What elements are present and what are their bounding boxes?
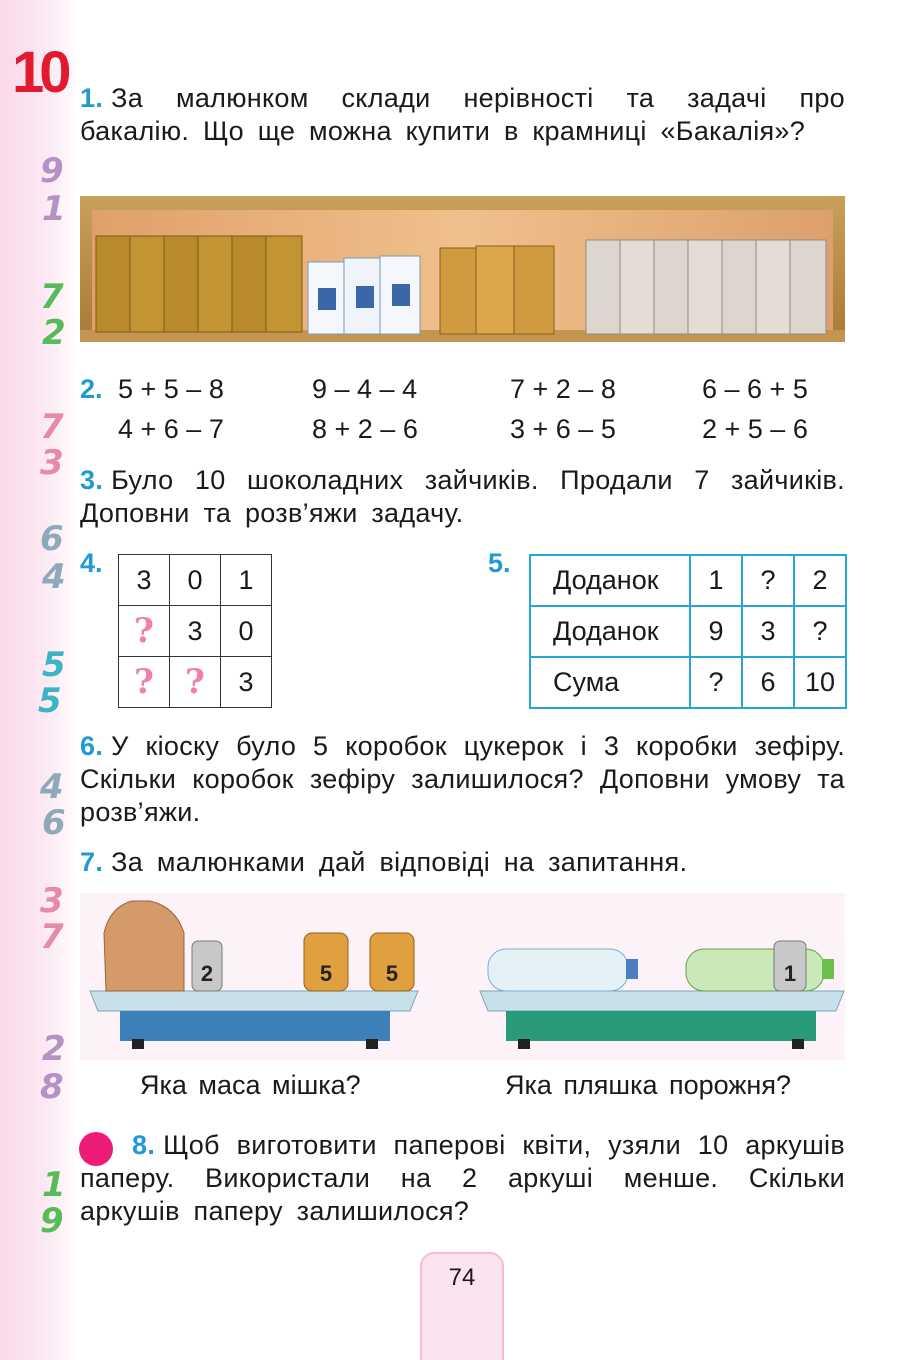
grid-cell <box>221 555 272 606</box>
task-6 <box>80 730 845 829</box>
expression: 8 + 2 – 6 <box>312 414 418 444</box>
cell-value: 0 <box>238 615 254 646</box>
margin-number: 9 <box>40 1201 64 1241</box>
question-mark: ? <box>185 662 205 702</box>
weight-label: 2 <box>200 961 214 986</box>
cell-value: 1 <box>238 564 254 595</box>
grid-cell <box>170 606 221 657</box>
grid-cell <box>170 657 221 708</box>
task-2-number: 2. <box>80 374 103 404</box>
weight-label: 5 <box>385 961 399 986</box>
task-1 <box>80 82 845 148</box>
task-3 <box>80 464 845 530</box>
grocery-shelf-illustration <box>80 196 845 342</box>
pasta-packs <box>96 236 302 332</box>
expression: 6 – 6 + 5 <box>702 374 808 404</box>
row-label: Доданок <box>530 555 690 606</box>
task-text: Було 10 шоколадних зайчиків. Продали 7 зайчиків. Доповни та розв’яжи задачу. <box>80 465 845 528</box>
table-cell: 9 <box>690 606 742 657</box>
expression: 7 + 2 – 8 <box>510 374 616 404</box>
margin-number: 8 <box>40 1067 64 1107</box>
question-mark: ? <box>134 662 154 702</box>
margin-number: 7 <box>40 407 64 447</box>
margin-number: 6 <box>40 519 64 559</box>
expression: 2 + 5 – 6 <box>702 414 808 444</box>
grid-cell <box>170 555 221 606</box>
page-number: 74 <box>420 1252 504 1360</box>
table-cell: 1 <box>690 555 742 606</box>
margin-number: 9 <box>40 151 64 191</box>
task-5-table <box>529 554 847 709</box>
table-cell: 6 <box>742 657 794 708</box>
table-cell: 2 <box>794 555 846 606</box>
table-cell: ? <box>794 606 846 657</box>
cell-value: 3 <box>238 666 254 697</box>
weight-label: 5 <box>319 961 333 986</box>
table-cell: ? <box>742 555 794 606</box>
scale-2-question: Яка пляшка порожня? <box>505 1070 791 1100</box>
task-5-number: 5. <box>488 548 511 578</box>
grid-cell <box>119 657 170 708</box>
task-number: 8. <box>132 1130 156 1160</box>
cell-value: 3 <box>136 564 152 595</box>
margin-number: 6 <box>42 803 66 843</box>
row-label: Доданок <box>530 606 690 657</box>
task-text: За малюнками дай відповіді на запитання. <box>111 847 688 877</box>
margin-number: 3 <box>40 881 64 921</box>
grid-cell <box>221 606 272 657</box>
question-mark: ? <box>134 611 154 651</box>
margin-number: 2 <box>42 313 66 353</box>
grid-cell <box>221 657 272 708</box>
task-4-number: 4. <box>80 548 103 578</box>
table-cell: ? <box>690 657 742 708</box>
task-number: 6. <box>80 731 104 761</box>
expression: 9 – 4 – 4 <box>312 374 418 404</box>
expression: 4 + 6 – 7 <box>118 414 224 444</box>
margin-number: 1 <box>42 189 66 229</box>
salt-boxes <box>308 256 420 334</box>
task-number: 3. <box>80 465 104 495</box>
margin-number: 4 <box>42 557 66 597</box>
margin-number: 5 <box>42 645 66 685</box>
margin-number: 2 <box>42 1029 66 1069</box>
grid-cell <box>119 555 170 606</box>
margin-number: 7 <box>40 277 64 317</box>
margin-number: 5 <box>38 681 62 721</box>
margin-number: 7 <box>40 917 64 957</box>
expression: 5 + 5 – 8 <box>118 374 224 404</box>
row-label: Сума <box>530 657 690 708</box>
task-number: 1. <box>80 83 104 113</box>
margin-number: 3 <box>40 443 64 483</box>
scales-illustration <box>80 893 845 1060</box>
task-text: Щоб виготовити паперові квіти, узяли 10 аркушів паперу. Використали на 2 аркуші менше. Скільки аркушів паперу залишилося? <box>80 1130 845 1226</box>
lesson-number: 10 <box>12 40 67 105</box>
task-text: У кіоску було 5 коробок цукерок і 3 коробки зефіру. Скільки коробок зефіру залишилося? Доповни умову та розв’яжи. <box>80 731 845 827</box>
task-7 <box>80 846 845 879</box>
margin-number: 4 <box>40 767 64 807</box>
task-text: За малюнком склади нерівності та задачі про бакалію. Що ще можна купити в крамниці «Бакалія»? <box>80 83 845 146</box>
task-4-grid <box>118 554 272 708</box>
flour-bags <box>586 240 826 334</box>
table-cell: 10 <box>794 657 846 708</box>
grid-cell <box>119 606 170 657</box>
cell-value: 0 <box>187 564 203 595</box>
side-margin <box>0 0 80 1360</box>
expression: 3 + 6 – 5 <box>510 414 616 444</box>
weight-label: 1 <box>783 961 797 986</box>
scale-1-question: Яка маса мішка? <box>140 1070 361 1100</box>
margin-number: 1 <box>42 1165 66 1205</box>
table-cell: 3 <box>742 606 794 657</box>
grain-bags <box>440 246 554 334</box>
cell-value: 3 <box>187 615 203 646</box>
task-number: 7. <box>80 847 104 877</box>
task-8 <box>80 1129 845 1228</box>
